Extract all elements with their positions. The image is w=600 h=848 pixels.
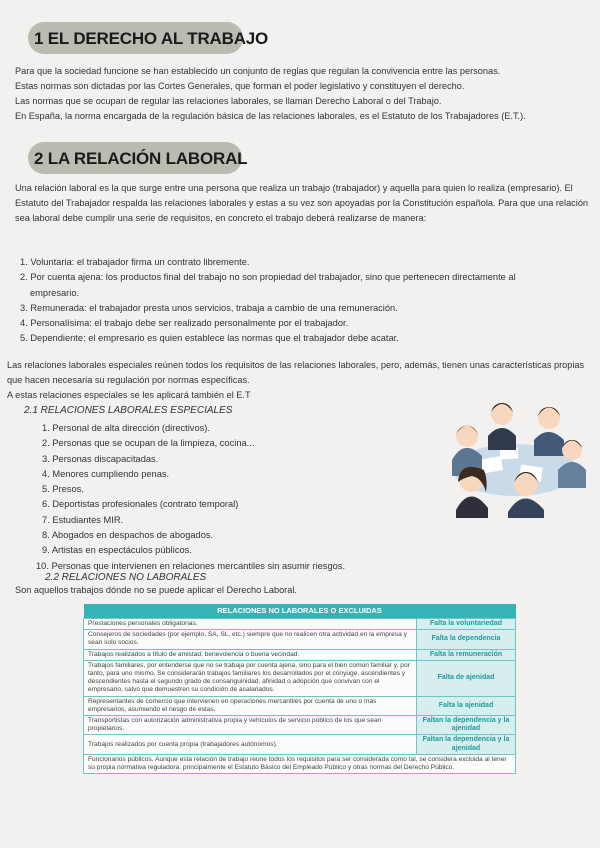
especiales-list xyxy=(36,421,432,574)
table-footer: Funcionarios públicos. Aunque esta relación de trabajo reúne todos los requisitos para ser considerada como tal, se considera excluida al tener su propia normativa reguladora: principalmente el Estatuto Básico del Empleado Público y otras normas del Derecho Público. xyxy=(84,754,516,773)
meeting-illustration xyxy=(440,378,590,518)
table-cell-desc: Representantes de comercio que intervienen en operaciones mercantiles por cuenta de uno o más empresarios, asumiendo el riesgo de estas. xyxy=(84,696,417,715)
requisitos-list xyxy=(20,255,540,347)
table-cell-desc: Trabajos realizados por cuenta propia (trabajadores autónomos). xyxy=(84,735,417,754)
section1-paragraph: Las normas que se ocupan de regular las relaciones laborales, se llaman Derecho Laboral o del Trabajo. xyxy=(15,96,442,106)
list-item: 2. Personas que se ocupan de la limpieza, cocina... xyxy=(42,438,255,449)
table-cell-falta: Faltan la dependencia y la ajenidad xyxy=(417,735,516,754)
table-row xyxy=(84,660,516,696)
section1-paragraph: Estas normas son dictadas por las Cortes Generales, que forman el poder legislativo y constituyen el derecho. xyxy=(15,81,465,91)
especiales-et: A estas relaciones especiales se les aplicará también el E.T xyxy=(7,390,251,400)
list-item: 5. Presos. xyxy=(42,484,84,495)
subsection-22-heading: 2.2 RELACIONES NO LABORALES xyxy=(45,572,207,583)
section2-intro: Una relación laboral es la que surge entre una persona que realiza un trabajo (trabajador) y aquella para quien lo realiza (empresario). El Estatuto del Trabajador respalda las relaciones laborales y estas a su vez son apoyadas por la Constitución española. Para que una relación sea laboral debe cumplir una serie de requisitos, en concreto el trabajo deberá realizarse de manera: xyxy=(15,183,589,223)
list-item: 1. Personal de alta dirección (directivos). xyxy=(42,423,210,433)
list-item: 9. Artistas en espectáculos públicos. xyxy=(42,545,192,556)
table-row xyxy=(84,696,516,715)
subsection-22-text: Son aquellos trabajos dónde no se puede aplicar el Derecho Laboral. xyxy=(15,585,297,595)
list-item: 5. Dependiente: el empresario es quien establece las normas que el trabajador debe acatar. xyxy=(20,333,399,344)
section1-text xyxy=(15,64,593,124)
relaciones-no-laborales-table xyxy=(83,604,516,774)
list-item: 3. Remunerada: el trabajador presta unos servicios, trabaja a cambio de una remuneración. xyxy=(20,302,398,313)
list-item: 2. Por cuenta ajena: los productos final del trabajo no son propiedad del trabajador, sino que pertenecen directamente al empresario. xyxy=(20,272,516,298)
table-row xyxy=(84,716,516,735)
table-row xyxy=(84,735,516,754)
table-cell-desc: Trabajos realizados a título de amistad, benevolencia o buena vecindad. xyxy=(84,649,417,660)
table-cell-falta: Falta la dependencia xyxy=(417,630,516,649)
table-cell-falta: Falta la voluntariedad xyxy=(417,619,516,630)
list-item: 7. Estudiantes MIR. xyxy=(42,514,124,525)
section1-heading: 1 EL DERECHO AL TRABAJO xyxy=(34,29,269,48)
table-title: RELACIONES NO LABORALES O EXCLUIDAS xyxy=(84,604,516,619)
table-cell-falta: Faltan la dependencia y la ajenidad xyxy=(417,716,516,735)
section2-heading: 2 LA RELACIÓN LABORAL xyxy=(34,149,248,168)
table-row xyxy=(84,630,516,649)
section1-paragraph: Para que la sociedad funcione se han establecido un conjunto de reglas que regulan la convivencia entre las personas. xyxy=(15,66,501,76)
list-item: 4. Menores cumpliendo penas. xyxy=(42,468,170,479)
list-item: 6. Deportistas profesionales (contrato temporal) xyxy=(42,499,239,510)
table-cell-desc: Transportistas con autorización administrativa propia y vehículos de servicio público de los que sean propietarios. xyxy=(84,716,417,735)
list-item: 1. Voluntaria: el trabajador firma un contrato libremente. xyxy=(20,257,250,267)
table-cell-falta: Falta de ajenidad xyxy=(417,660,516,696)
table-cell-falta: Falta la ajenidad xyxy=(417,696,516,715)
list-item: 10. Personas que intervienen en relaciones mercantiles sin asumir riesgos. xyxy=(36,560,346,571)
table-cell-desc: Trabajos familiares, por entenderse que no se trabaja por cuenta ajena, sino para el bien común familiar y, por tanto, para uno mismo. Se considerarán trabajos familiares los desarrollados por el cónyuge, ascendientes y descendientes hasta el segundo grado de consanguinidad, afinidad o adopción que convivan con el empresario, salvo que demuestren su condición de asalariados. xyxy=(84,660,417,696)
table-cell-desc: Prestaciones personales obligatorias. xyxy=(84,619,417,630)
list-item: 8. Abogados en despachos de abogados. xyxy=(42,530,214,541)
section1-paragraph: En España, la norma encargada de la regulación básica de las relaciones laborales, es el Estatuto de los Trabajadores (E.T.). xyxy=(15,111,526,121)
list-item: 4. Personalísima: el trabajo debe ser realizado personalmente por el trabajador. xyxy=(20,318,349,329)
table-row xyxy=(84,619,516,630)
table-row xyxy=(84,649,516,660)
table-footer-row xyxy=(84,754,516,773)
especiales-intro: Las relaciones laborales especiales reúnen todos los requisitos de las relaciones laborales, pero, además, tienen unas características propias que hacen necesaria su regulación por normas específicas. xyxy=(7,360,585,385)
table-cell-falta: Falta la remuneración xyxy=(417,649,516,660)
list-item: 3. Personas discapacitadas. xyxy=(42,453,159,464)
subsection-21-heading: 2.1 RELACIONES LABORALES ESPECIALES xyxy=(24,405,233,416)
table-cell-desc: Consejeros de sociedades (por ejemplo, SA, SL, etc.) siempre que no realicen otra actividad en la empresa y sean solo socios. xyxy=(84,630,417,649)
